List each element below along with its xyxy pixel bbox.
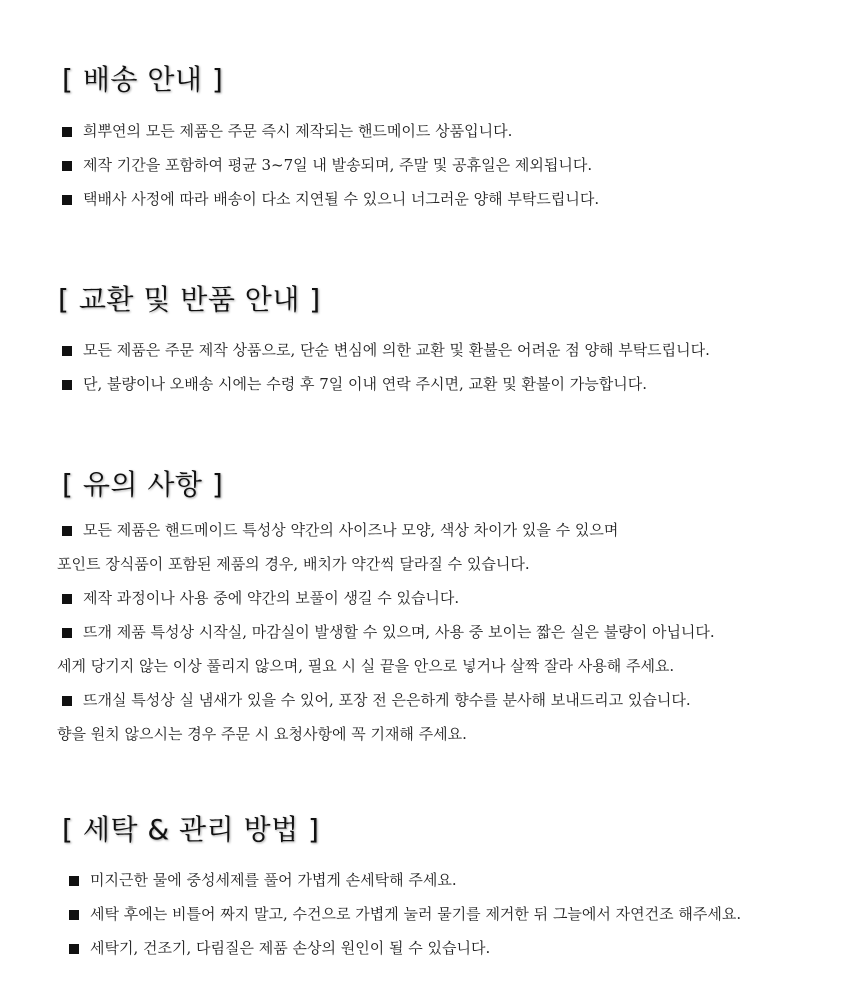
square-bullet-icon: [62, 195, 72, 205]
item-text: 단, 불량이나 오배송 시에는 수령 후 7일 이내 연락 주시면, 교환 및 환불이 가능합니다.: [83, 375, 648, 393]
item-text: 택배사 사정에 따라 배송이 다소 지연될 수 있으니 너그러운 양해 부탁드립니다.: [83, 190, 600, 208]
square-bullet-icon: [62, 526, 72, 536]
square-bullet-icon: [62, 346, 72, 356]
square-bullet-icon: [69, 910, 79, 920]
item-text: 희뿌연의 모든 제품은 주문 즉시 제작되는 핸드메이드 상품입니다.: [83, 122, 513, 140]
continuation-line: [57, 723, 467, 745]
item-text: 세탁 후에는 비틀어 짜지 말고, 수건으로 가볍게 눌러 물기를 제거한 뒤 그늘에서 자연건조 해주세요.: [90, 905, 742, 923]
continuation-line: [57, 655, 674, 677]
bullet-item: [69, 903, 741, 925]
bullet-item: [62, 154, 592, 176]
bullet-item: [62, 587, 459, 609]
square-bullet-icon: [62, 127, 72, 137]
continuation-line: [57, 553, 530, 575]
item-text: 모든 제품은 핸드메이드 특성상 약간의 사이즈나 모양, 색상 차이가 있을 수 있으며: [83, 521, 619, 539]
bullet-item: [62, 188, 599, 210]
section-heading: [ 세탁 & 관리 방법 ]: [62, 813, 320, 846]
item-text: 미지근한 물에 중성세제를 풀어 가볍게 손세탁해 주세요.: [90, 871, 457, 889]
item-text: 향을 원치 않으시는 경우 주문 시 요청사항에 꼭 기재해 주세요.: [57, 725, 467, 743]
section-heading: [ 유의 사항 ]: [62, 468, 224, 501]
section-heading: [ 교환 및 반품 안내 ]: [58, 283, 321, 316]
item-text: 포인트 장식품이 포함된 제품의 경우, 배치가 약간씩 달라질 수 있습니다.: [57, 555, 530, 573]
bullet-item: [62, 621, 715, 643]
square-bullet-icon: [69, 944, 79, 954]
bullet-item: [62, 120, 512, 142]
square-bullet-icon: [62, 380, 72, 390]
item-text: 제작 과정이나 사용 중에 약간의 보풀이 생길 수 있습니다.: [83, 589, 460, 607]
square-bullet-icon: [62, 161, 72, 171]
square-bullet-icon: [69, 876, 79, 886]
item-text: 뜨개실 특성상 실 냄새가 있을 수 있어, 포장 전 은은하게 향수를 분사해 보내드리고 있습니다.: [83, 691, 691, 709]
bullet-item: [69, 869, 457, 891]
bullet-item: [62, 519, 618, 541]
item-text: 뜨개 제품 특성상 시작실, 마감실이 발생할 수 있으며, 사용 중 보이는 짧은 실은 불량이 아닙니다.: [83, 623, 715, 641]
item-text: 세탁기, 건조기, 다림질은 제품 손상의 원인이 될 수 있습니다.: [90, 939, 491, 957]
item-text: 제작 기간을 포함하여 평균 3~7일 내 발송되며, 주말 및 공휴일은 제외됩니다.: [83, 156, 593, 174]
section-heading: [ 배송 안내 ]: [62, 63, 224, 96]
square-bullet-icon: [62, 696, 72, 706]
bullet-item: [69, 937, 490, 959]
item-text: 모든 제품은 주문 제작 상품으로, 단순 변심에 의한 교환 및 환불은 어려운 점 양해 부탁드립니다.: [83, 341, 710, 359]
item-text: 세게 당기지 않는 이상 풀리지 않으며, 필요 시 실 끝을 안으로 넣거나 살짝 잘라 사용해 주세요.: [57, 657, 675, 675]
bullet-item: [62, 339, 710, 361]
bullet-item: [62, 689, 691, 711]
square-bullet-icon: [62, 628, 72, 638]
square-bullet-icon: [62, 594, 72, 604]
bullet-item: [62, 373, 647, 395]
